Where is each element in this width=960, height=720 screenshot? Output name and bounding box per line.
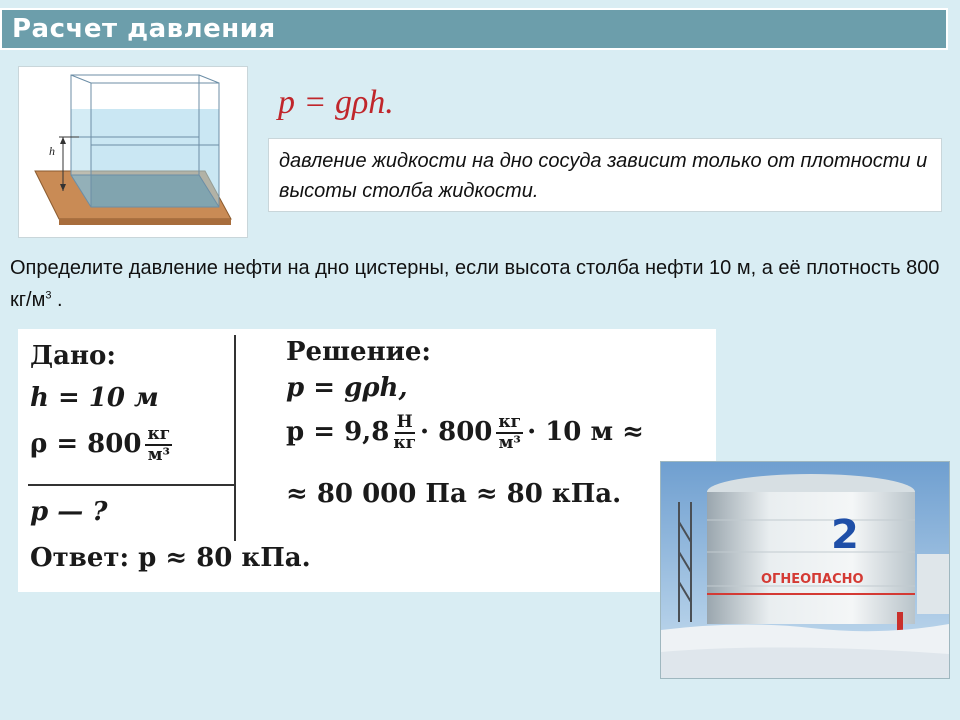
formula-note: давление жидкости на дно сосуда зависит только от плотности и высоты столба жидкости. [268, 138, 942, 212]
unit-kg-denom: кг [393, 433, 417, 453]
given-label: Дано: [30, 341, 116, 371]
problem-statement [10, 252, 950, 316]
problem-superscript: 3 [45, 289, 52, 302]
unit-newton: Н [396, 412, 413, 432]
unit-m3-denom: м³ [498, 433, 521, 453]
solution-label: Решение: [286, 337, 432, 367]
answer-line [30, 543, 311, 573]
calc-mid: · 800 [420, 417, 493, 447]
calc-end: · 10 м ≈ [527, 417, 644, 447]
answer-label: Ответ: [30, 543, 130, 573]
unit-kg-num: кг [498, 412, 522, 432]
density-unit [145, 425, 172, 465]
h-label: h [49, 144, 55, 158]
solution-formula: p = gρh, [286, 373, 408, 403]
given-divider-horizontal [28, 484, 236, 486]
unit-kg-per-m3 [496, 413, 523, 453]
problem-end: . [51, 289, 63, 311]
slide-title-bar [0, 8, 948, 50]
unit-m3: м³ [147, 445, 170, 465]
tank-illustration [661, 462, 949, 678]
density-value: ρ = 800 [30, 429, 142, 459]
answer-value: p ≈ 80 кПа. [129, 543, 311, 573]
find-pressure: p — ? [30, 497, 108, 527]
given-divider-vertical [234, 335, 236, 541]
pressure-formula: p = gρh. [278, 84, 394, 121]
given-density [30, 425, 176, 465]
slide-title: Расчет давления [12, 14, 276, 44]
solution-result: ≈ 80 000 Па ≈ 80 кПа. [286, 479, 622, 509]
solution-panel [18, 329, 716, 592]
vessel-diagram [18, 66, 248, 238]
unit-n-per-kg [393, 413, 416, 453]
problem-text: Определите давление нефти на дно цистерны, если высота столба нефти 10 м, а её плотность 800 кг/м [10, 257, 940, 311]
given-height: h = 10 м [30, 383, 159, 413]
calc-start: p = 9,8 [286, 417, 390, 447]
unit-kg: кг [147, 424, 171, 444]
solution-calculation [286, 413, 644, 453]
vessel-drawing [19, 67, 247, 237]
tank-number: 2 [831, 512, 859, 558]
tank-warning: ОГНЕОПАСНО [761, 572, 864, 587]
oil-tank-photo [660, 461, 950, 679]
